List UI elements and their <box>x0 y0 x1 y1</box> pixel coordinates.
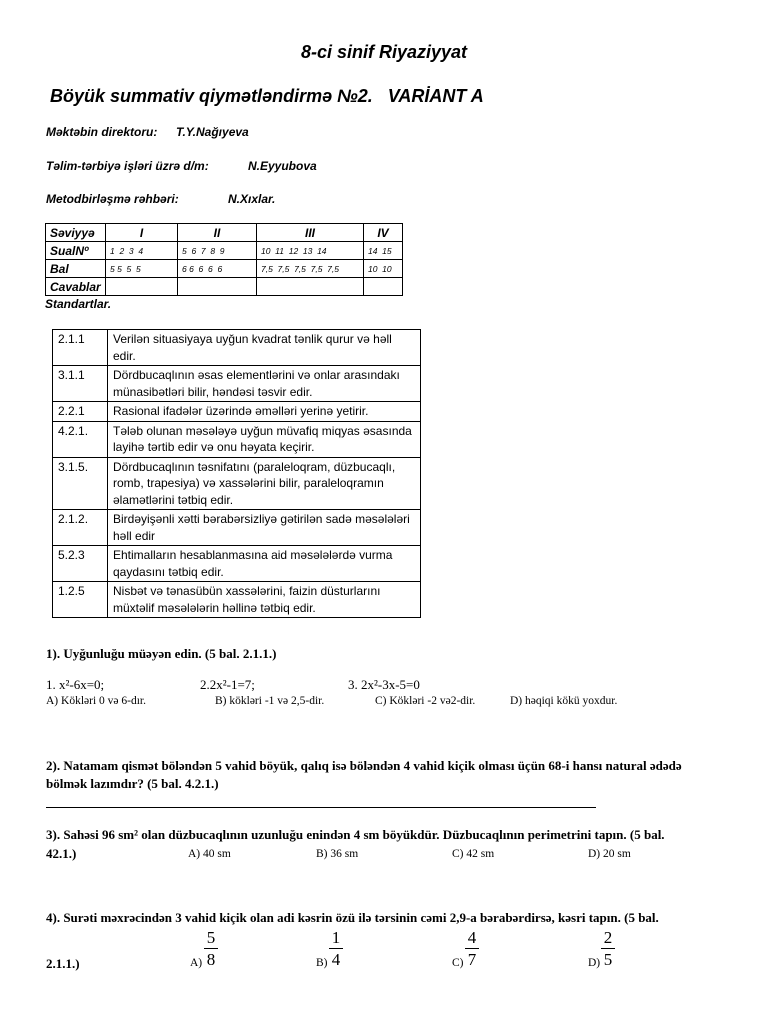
row-label-points: Bal <box>46 260 106 278</box>
fraction-numerator: 2 <box>603 928 613 947</box>
table-row <box>53 402 421 422</box>
fraction-denominator: 8 <box>206 950 216 969</box>
standard-text: Nisbət və tənasübün xassələrini, faizin düsturlarını müxtəlif məsələlərin həllinə tətbiq edir. <box>108 582 421 618</box>
table-row <box>53 330 421 366</box>
fraction-numerator: 5 <box>206 928 216 947</box>
answer-cell[interactable] <box>364 278 403 296</box>
level-cell: I <box>106 224 178 242</box>
question-numbers-cell: 1 2 3 4 <box>106 242 178 260</box>
fraction-bar <box>329 948 343 949</box>
points-cell: 10 10 <box>364 260 403 278</box>
table-row <box>53 366 421 402</box>
question-1-option-d[interactable]: D) həqiqi kökü yoxdur. <box>510 695 618 707</box>
fraction-bar <box>601 948 615 949</box>
points-cell: 6 6 6 6 6 <box>178 260 257 278</box>
question-1-equation-3: 3. 2x²-3x-5=0 <box>348 677 420 692</box>
question-3-option-b[interactable]: B) 36 sm <box>316 848 359 860</box>
director-line <box>46 125 446 141</box>
question-3-line-1: 3). Sahəsi 96 sm² olan düzbucaqlının uzunluğu enindən 4 sm böyükdür. Düzbucaqlının perimetrini tapın. (5 bal. <box>46 827 665 842</box>
table-row <box>53 421 421 457</box>
table-row <box>53 457 421 510</box>
question-1-equation-2: 2.2x²-1=7; <box>200 677 255 692</box>
deputy-label: Təlim-tərbiyə işləri üzrə d/m: <box>46 159 209 173</box>
standard-text: Birdəyişənli xətti bərabərsizliyə gətirilən sadə məsələləri həll edir <box>108 510 421 546</box>
fraction-denominator: 5 <box>603 950 613 969</box>
question-numbers-cell: 5 6 7 8 9 <box>178 242 257 260</box>
row-label-answers: Cavablar <box>46 278 106 296</box>
score-table <box>45 223 403 296</box>
table-row <box>46 224 403 242</box>
answer-cell[interactable] <box>178 278 257 296</box>
question-4-line-2: 2.1.1.) <box>46 956 80 971</box>
answer-line[interactable] <box>46 807 596 808</box>
method-head-name: N.Xıxlar. <box>228 192 276 206</box>
director-label: Məktəbin direktoru: <box>46 125 158 139</box>
standards-label: Standartlar. <box>45 297 112 311</box>
standard-text: Dördbucaqlının təsnifatını (paraleloqram, düzbucaqlı, romb, trapesiya) və xassələrini bilir, paraleloqramın əlamətlərini tətbiq edir. <box>108 457 421 510</box>
question-4-option-b-fraction <box>329 929 343 968</box>
standard-text: Tələb olunan məsələyə uyğun müvafiq miqyas əsasında layihə tərtib edir və onu həyata keçirir. <box>108 421 421 457</box>
method-head-line <box>46 192 446 208</box>
table-row <box>53 582 421 618</box>
question-4-option-d-label[interactable]: D) <box>588 957 601 969</box>
question-4-option-d-fraction <box>601 929 615 968</box>
standard-code: 2.2.1 <box>53 402 108 422</box>
question-1-equation-1: 1. x²-6x=0; <box>46 677 105 692</box>
question-1-option-b[interactable]: B) kökləri -1 və 2,5-dir. <box>215 695 325 707</box>
question-3-option-c[interactable]: C) 42 sm <box>452 848 495 860</box>
question-numbers-cell: 14 15 <box>364 242 403 260</box>
points-cell: 7,5 7,5 7,5 7,5 7,5 <box>257 260 364 278</box>
deputy-name: N.Eyyubova <box>248 159 317 173</box>
document-subtitle: Böyük summativ qiymətləndirmə №2. VARİANT A <box>50 86 484 106</box>
row-label-question: SualNº <box>46 242 106 260</box>
question-3-option-a[interactable]: A) 40 sm <box>188 848 231 860</box>
standard-text: Dördbucaqlının əsas elementlərini və onlar arasındakı münasibətləri bilir, həndəsi təsvir edir. <box>108 366 421 402</box>
deputy-line <box>46 159 446 175</box>
answer-cell[interactable] <box>106 278 178 296</box>
question-4-option-c-label[interactable]: C) <box>452 957 464 969</box>
fraction-numerator: 4 <box>467 928 477 947</box>
question-1-text: 1). Uyğunluğu müəyən edin. (5 bal. 2.1.1.) <box>46 646 277 661</box>
director-name: T.Y.Nağıyeva <box>176 125 249 139</box>
question-1-option-c[interactable]: C) Kökləri -2 və2-dir. <box>375 695 476 707</box>
level-cell: II <box>178 224 257 242</box>
question-4-option-c-fraction <box>465 929 479 968</box>
fraction-denominator: 4 <box>331 950 341 969</box>
question-4-option-a-fraction <box>204 929 218 968</box>
question-2-line-2: bölmək lazımdır? (5 bal. 4.2.1.) <box>46 776 219 791</box>
standard-code: 2.1.2. <box>53 510 108 546</box>
standards-table <box>52 329 421 618</box>
standard-text: Verilən situasiyaya uyğun kvadrat tənlik qurur və həll edir. <box>108 330 421 366</box>
question-2-line-1: 2). Natamam qismət böləndən 5 vahid böyük, qalıq isə böləndən 4 vahid kiçik olması üçün 68-i hansı natural ədədə <box>46 758 682 773</box>
level-cell: III <box>257 224 364 242</box>
row-label-level: Səviyyə <box>46 224 106 242</box>
method-head-label: Metodbirləşmə rəhbəri: <box>46 192 179 206</box>
question-numbers-cell: 10 11 12 13 14 <box>257 242 364 260</box>
question-4-line-1: 4). Surəti məxrəcindən 3 vahid kiçik olan adi kəsrin özü ilə tərsinin cəmi 2,9-a bərabərdirsə, kəsri tapın. (5 bal. <box>46 910 659 925</box>
points-cell: 5 5 5 5 <box>106 260 178 278</box>
document-title: 8-ci sinif Riyaziyyat <box>300 42 468 62</box>
question-1-option-a[interactable]: A) Kökləri 0 və 6-dır. <box>46 695 146 707</box>
standard-text: Rasional ifadələr üzərində əməlləri yerinə yetirir. <box>108 402 421 422</box>
fraction-bar <box>465 948 479 949</box>
standard-code: 2.1.1 <box>53 330 108 366</box>
standard-code: 3.1.1 <box>53 366 108 402</box>
fraction-numerator: 1 <box>331 928 341 947</box>
standard-code: 5.2.3 <box>53 546 108 582</box>
table-row <box>53 510 421 546</box>
standard-code: 3.1.5. <box>53 457 108 510</box>
question-3-line-2: 42.1.) <box>46 846 77 861</box>
table-row <box>46 278 403 296</box>
level-cell: IV <box>364 224 403 242</box>
standard-text: Ehtimalların hesablanmasına aid məsələlərdə vurma qaydasını tətbiq edir. <box>108 546 421 582</box>
standard-code: 4.2.1. <box>53 421 108 457</box>
fraction-bar <box>204 948 218 949</box>
question-3-option-d[interactable]: D) 20 sm <box>588 848 631 860</box>
fraction-denominator: 7 <box>467 950 477 969</box>
table-row <box>53 546 421 582</box>
table-row <box>46 242 403 260</box>
table-row <box>46 260 403 278</box>
question-4-option-a-label[interactable]: A) <box>190 957 203 969</box>
question-4-option-b-label[interactable]: B) <box>316 957 328 969</box>
standard-code: 1.2.5 <box>53 582 108 618</box>
answer-cell[interactable] <box>257 278 364 296</box>
